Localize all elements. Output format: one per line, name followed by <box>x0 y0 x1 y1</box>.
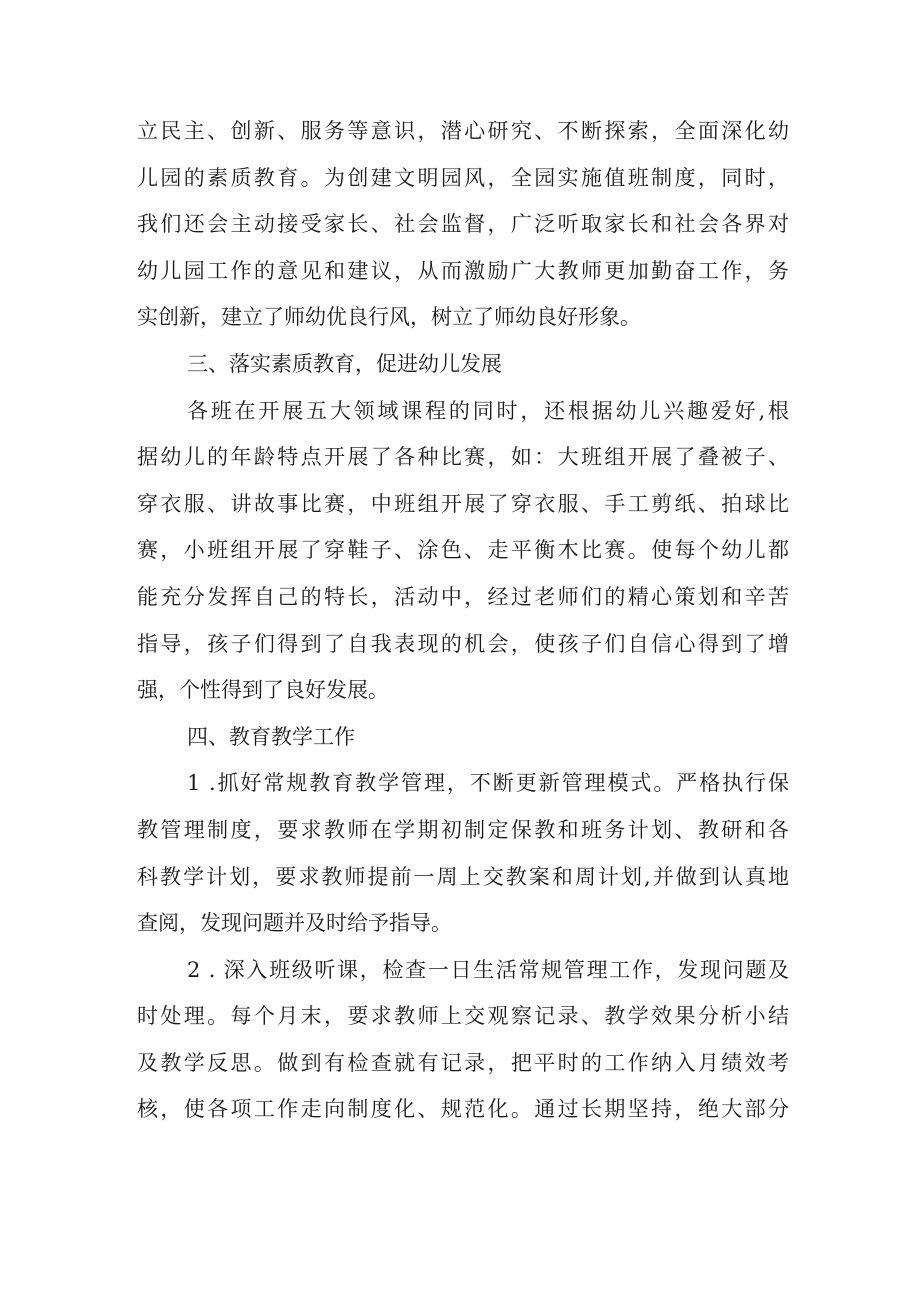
section-heading: 四、教育教学工作 <box>187 724 355 749</box>
paragraph-line: 及教学反思。做到有检查就有记录，把平时的工作纳入月绩效考 <box>137 1050 789 1075</box>
paragraph-line: 查阅，发现问题并及时给予指导。 <box>137 911 452 936</box>
paragraph-line: 指导，孩子们得到了自我表现的机会，使孩子们自信心得到了增 <box>137 631 789 656</box>
paragraph-line: 穿衣服、讲故事比赛，中班组开展了穿衣服、手工剪纸、拍球比 <box>137 491 789 516</box>
paragraph-line: 立民主、创新、服务等意识，潜心研究、不断探索，全面深化幼 <box>137 119 789 143</box>
paragraph-line: 核，使各项工作走向制度化、规范化。通过长期坚持，绝大部分 <box>137 1097 789 1122</box>
paragraph-line: 赛，小班组开展了穿鞋子、涂色、走平衡木比赛。使每个幼儿都 <box>137 538 789 563</box>
section-heading: 三、落实素质教育，促进幼儿发展 <box>187 351 502 376</box>
paragraph-line: 教管理制度，要求教师在学期初制定保教和班务计划、教研和各 <box>137 817 789 842</box>
paragraph-line: 各班在开展五大领域课程的同时，还根据幼儿兴趣爱好,根 <box>187 398 789 423</box>
paragraph-line: 1 .抓好常规教育教学管理，不断更新管理模式。严格执行保 <box>187 771 789 796</box>
paragraph-line: 时处理。每个月末，要求教师上交观察记录、教学效果分析小结 <box>137 1004 789 1029</box>
paragraph-line: 2 . 深入班级听课，检查一日生活常规管理工作，发现问题及 <box>187 957 789 982</box>
paragraph-line: 儿园的素质教育。为创建文明园风，全园实施值班制度，同时， <box>137 165 789 190</box>
paragraph-line: 幼儿园工作的意见和建议，从而激励广大教师更加勤奋工作，务 <box>137 258 789 283</box>
paragraph-line: 实创新，建立了师幼优良行风，树立了师幼良好形象。 <box>137 305 641 330</box>
paragraph-line: 据幼儿的年龄特点开展了各种比赛，如：大班组开展了叠被子、 <box>137 445 789 470</box>
paragraph-line: 我们还会主动接受家长、社会监督，广泛听取家长和社会各界对 <box>137 212 789 237</box>
paragraph-line: 能充分发挥自己的特长，活动中，经过老师们的精心策划和辛苦 <box>137 584 789 609</box>
document-body <box>137 108 789 1133</box>
paragraph-line: 科教学计划，要求教师提前一周上交教案和周计划,并做到认真地 <box>137 864 789 889</box>
paragraph-line: 强，个性得到了良好发展。 <box>137 678 389 703</box>
